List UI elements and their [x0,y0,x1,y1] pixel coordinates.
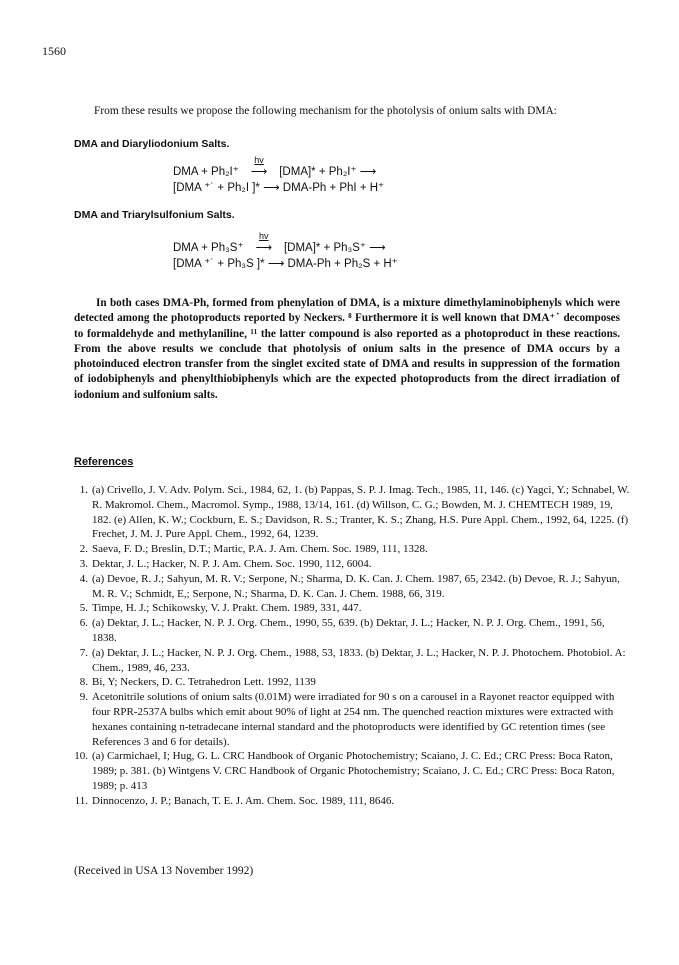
reference-text: Bi, Y; Neckers, D. C. Tetrahedron Lett. 1992, 1139 [92,676,316,689]
reference-item [74,616,630,646]
reference-text: Acetonitrile solutions of onium salts (0.01M) were irradiated for 90 s on a carousel in a Rayonet reactor equipped with four RPR-2537A bulbs which emit about 90% of light at 254 nm. The quenched reaction mixtures were extracted with hexanes containing n-tetradecane internal standard and the photoproducts were identified by GC retention times (see References 3 and 6 for details). [92,691,615,748]
reference-item [74,557,630,572]
reference-text: (a) Devoe, R. J.; Sahyun, M. R. V.; Serpone, N.; Sharma, D. K. Can. J. Chem. 1987, 65, 2342. (b) Devoe, R. J.; Sahyun, M. R. V.; Schmidt, E,; Serpone, N.; Sharma, D. K. Can. J. Chem. 1988, 66, 319. [92,572,620,600]
scheme-reactants: [DMA ⁺˙ + Ph₃S ]* [173,258,265,270]
hv-label: hv [254,155,264,165]
reference-text: (a) Dektar, J. L.; Hacker, N. P. J. Org. Chem., 1988, 53, 1833. (b) Dektar, J. L.; Hacker, N. P. J. Photochem. Photobiol. A: Chem., 1989, 46, 233. [92,646,626,674]
reference-item [74,601,630,616]
reference-item [74,749,630,793]
reference-number: 6. [79,617,88,630]
scheme-products: ⟶ DMA-Ph + Ph₂S + H⁺ [267,258,398,270]
reference-item [74,542,630,557]
reference-number: 3. [79,557,88,570]
scheme-line [173,256,398,272]
reference-text: (a) Dektar, J. L.; Hacker, N. P. J. Org. Chem., 1990, 55, 639. (b) Dektar, J. L.; Hacker, N. P. J. Org. Chem., 1991, 56, 1838. [92,617,605,644]
reference-item [74,483,630,542]
photolysis-arrow: hv ⟶ [247,240,281,254]
section-heading-sulfonium: DMA and Triarylsulfonium Salts. [74,209,235,221]
page-number: 1560 [42,44,66,58]
reference-item [74,572,630,602]
intro-sentence: From these results we propose the following mechanism for the photolysis of onium salts with DMA: [94,105,557,117]
reaction-scheme-sulfonium [173,231,398,272]
hv-label: hv [258,231,269,241]
reference-text: (a) Carmichael, I; Hug, G. L. CRC Handbook of Organic Photochemistry; Scaiano, J. C. Ed.; CRC Press: Boca Raton, 1989; p. 381. (b) Wintgens V. CRC Handbook of Organic Photochemistry; Scaiano, J. C. Ed.; CRC Press: Boca Raton, 1989; p. 413 [92,750,615,792]
reference-item [74,675,630,690]
reference-text: Dektar, J. L.; Hacker, N. P. J. Am. Chem. Soc. 1990, 112, 6004. [92,557,372,570]
reference-number: 5. [79,602,88,615]
scheme-reactants: DMA + Ph₃S⁺ [173,242,244,254]
reference-number: 2. [79,543,88,556]
reference-item [74,794,630,809]
reference-number: 10. [74,750,88,763]
scheme-products: [DMA]* + Ph₃S⁺ ⟶ [283,242,386,254]
reaction-scheme-iodonium [173,155,385,196]
scheme-products: ⟶ DMA-Ph + PhI + H⁺ [263,182,385,194]
scheme-line [173,180,384,196]
scheme-reactants: [DMA ⁺˙ + Ph₂I ]* [173,182,260,194]
scheme-products: [DMA]* + Ph₂I⁺ ⟶ [279,166,377,178]
reference-text: (a) Crivello, J. V. Adv. Polym. Sci., 1984, 62, 1. (b) Pappas, S. P. J. Imag. Tech., 1985, 11, 146. (c) Yagci, Y.; Schnabel, W. R. Makromol. Chem., Macromol. Symp., 1988, 13/14, 161. (d) Willson, C. G.; Bowden, M. J. CHEMTECH 1989, 19, 182. (e) Allen, K. W.; Cockburn, E. S.; Davidson, R. S.; Tranter, K. S.; Zhang, H.S. Pure Appl. Chem., 1992, 64, 1225. (f) Frechet, J. M. J. Pure Appl. Chem., 1992, 64, 1239. [92,484,630,541]
reference-text: Saeva, F. D.; Breslin, D.T.; Martic, P.A. J. Am. Chem. Soc. 1989, 111, 1328. [92,543,428,556]
reference-number: 8. [79,676,88,689]
references-heading: References [74,456,134,468]
scheme-line [173,231,398,256]
section-heading-iodonium: DMA and Diaryliodonium Salts. [74,138,230,150]
reference-number: 1. [79,484,88,496]
scheme-line [173,155,384,180]
discussion-paragraph: In both cases DMA-Ph, formed from phenylation of DMA, is a mixture dimethylaminobiphenyls which were detected among the photoproducts reported by Neckers. ⁸ Furthermore it is well known that DMA⁺˙ decomposes to formaldehyde and methylaniline, ¹¹ the latter compound is also reported as a photoproduct in these reactions. From the above results we conclude that photolysis of onium salts in the presence of DMA occurs by a photoinduced electron transfer from the singlet excited state of DMA and results in suppression of the formation of iodobiphenyls and phenylthiobiphenyls which are the expected photoproducts from the direct irradiation of iodonium and sulfonium salts. [74,297,620,401]
scheme-reactants: DMA + Ph₂I⁺ [173,166,239,178]
reference-number: 9. [79,691,88,704]
reference-item [74,646,630,676]
reference-text: Timpe, H. J.; Schikowsky, V. J. Prakt. Chem. 1989, 331, 447. [92,602,362,615]
reference-text: Dinnocenzo, J. P.; Banach, T. E. J. Am. Chem. Soc. 1989, 111, 8646. [92,794,395,807]
reference-number: 4. [79,572,88,585]
reference-list [74,483,630,809]
reference-number: 11. [74,794,88,807]
received-date: (Received in USA 13 November 1992) [74,865,254,877]
photolysis-arrow: hv ⟶ [242,164,276,178]
reference-number: 7. [79,646,88,659]
reference-item [74,690,630,749]
